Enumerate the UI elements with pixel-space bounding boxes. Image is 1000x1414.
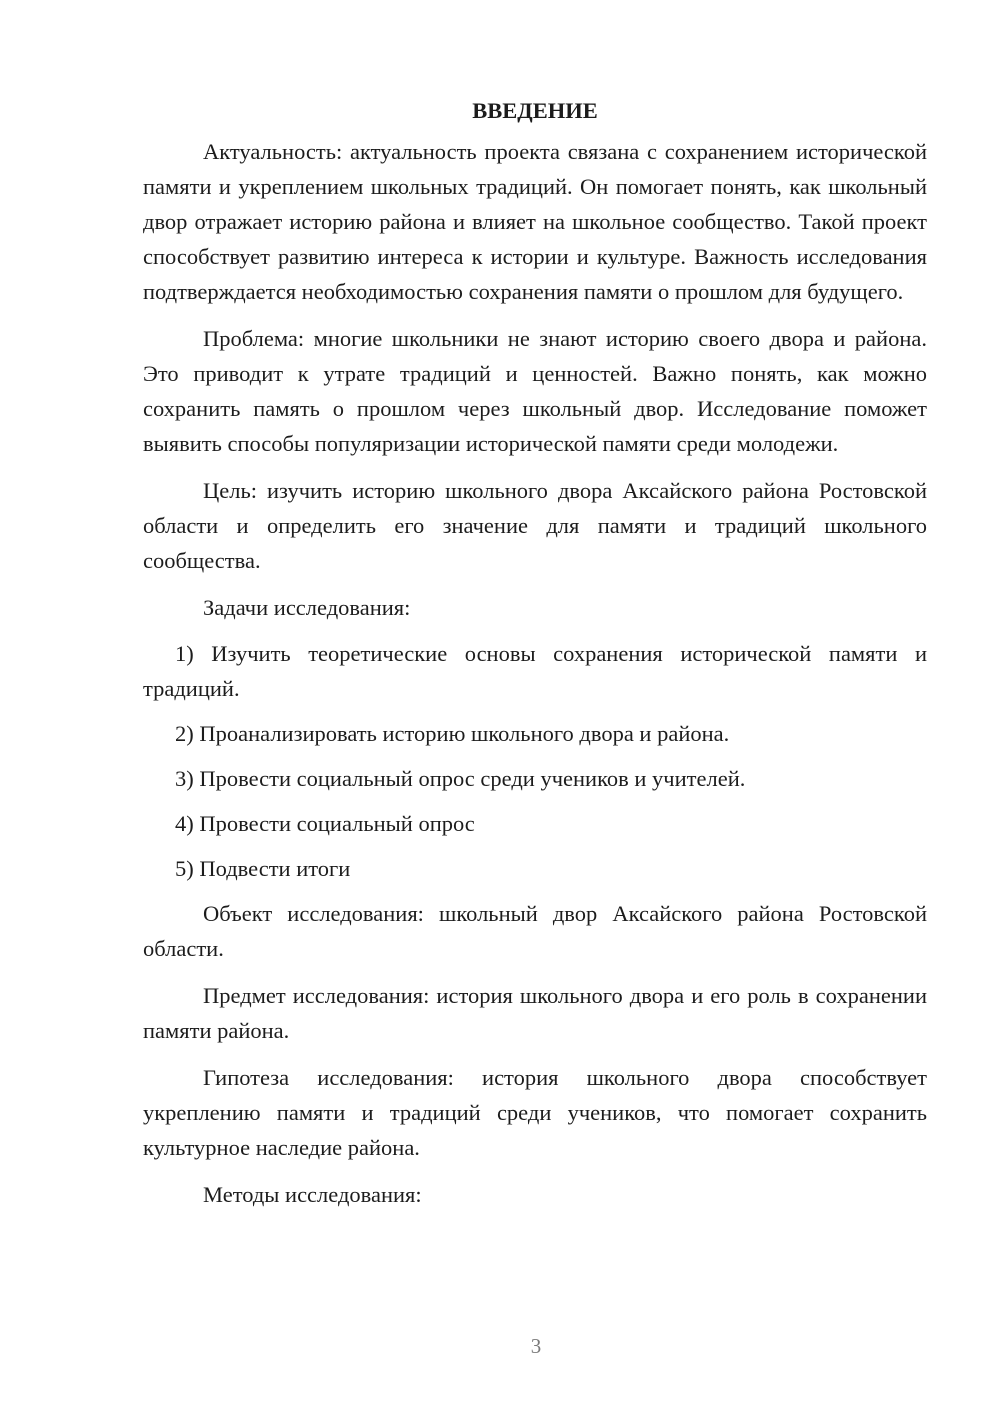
page-number: 3 [530,1334,542,1358]
problem-paragraph: Проблема: многие школьники не знают историю своего двора и района. Это приводит к утрате традиций и ценностей. Важно понять, как можно сохранить память о прошлом через школьный двор. Исследование поможет выявить способы популяризации исторической памяти среди молодежи. [143,326,927,456]
relevance-paragraph: Актуальность: актуальность проекта связана с сохранением исторической памяти и укреплением школьных традиций. Он помогает понять, как школьный двор отражает историю района и влияет на школьное сообщество. Такой проект способствует развитию интереса к истории и культуре. Важность исследования подтверждается необходимостью сохранения памяти о прошлом для будущего. [143,139,927,304]
methods-heading: Методы исследования: [203,1182,422,1207]
goal-paragraph: Цель: изучить историю школьного двора Аксайского района Ростовской области и определить его значение для памяти и традиций школьного сообщества. [143,478,927,573]
section-title: ВВЕДЕНИЕ [472,98,598,123]
task-item: 3) Провести социальный опрос среди учеников и учителей. [175,766,746,791]
task-item: 1) Изучить теоретические основы сохранения исторической памяти и традиций. [143,641,927,701]
task-item: 5) Подвести итоги [175,856,351,881]
task-item: 2) Проанализировать историю школьного двора и района. [175,721,730,746]
task-item: 4) Провести социальный опрос [175,811,475,836]
subject-paragraph: Предмет исследования: история школьного двора и его роль в сохранении памяти района. [143,983,927,1043]
tasks-list [143,636,927,886]
object-paragraph: Объект исследования: школьный двор Аксайского района Ростовской области. [143,901,927,961]
tasks-heading: Задачи исследования: [203,595,411,620]
hypothesis-paragraph: Гипотеза исследования: история школьного двора способствует укреплению памяти и традиций среди учеников, что помогает сохранить культурное наследие района. [143,1065,927,1160]
page-content [143,96,927,1223]
